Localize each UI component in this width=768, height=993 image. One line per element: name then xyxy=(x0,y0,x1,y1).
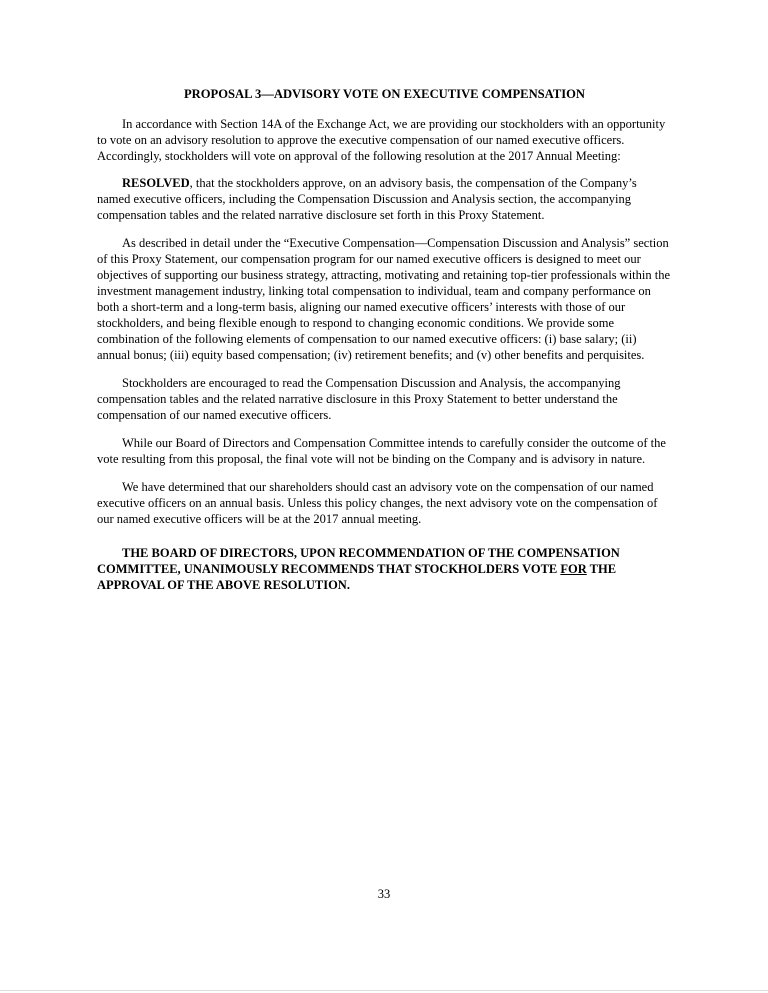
recommendation-text-after: THE APPROVAL OF THE ABOVE RESOLUTION. xyxy=(97,562,617,592)
paragraph-text: In accordance with Section 14A of the Exchange Act, we are providing our stockholders with an opportunity to vote on an advisory resolution to approve the executive compensation of our named executive officers. Accordingly, stockholders will vote on approval of the following resolution at the 2017 Annual Meeting: xyxy=(97,117,666,163)
paragraph-intro xyxy=(97,116,672,164)
recommendation-vote-for-text: FOR xyxy=(560,562,587,576)
page-number: 33 xyxy=(377,887,391,901)
paragraph-encouraged xyxy=(97,375,672,423)
paragraph-text: While our Board of Directors and Compensation Committee intends to carefully consider the outcome of the vote resulting from this proposal, the final vote will not be binding on the Company and is advisory in nature. xyxy=(97,436,666,466)
resolved-lead-text: RESOLVED xyxy=(122,176,190,190)
paragraph-text: , that the stockholders approve, on an advisory basis, the compensation of the Company’s named executive officers, including the Compensation Discussion and Analysis section, the accompanying compensation tables and the related narrative disclosure set forth in this Proxy Statement. xyxy=(97,176,637,222)
page-title: PROPOSAL 3—ADVISORY VOTE ON EXECUTIVE COMPENSATION xyxy=(183,87,586,101)
paragraph-annual-basis xyxy=(97,479,672,527)
paragraph-program-description xyxy=(97,235,672,363)
paragraph-text: We have determined that our shareholders should cast an advisory vote on the compensation of our named executive officers on an annual basis. Unless this policy changes, the next advisory vote on the compensation of our named executive officers will be at the 2017 annual meeting. xyxy=(97,480,658,526)
paragraph-text: As described in detail under the “Executive Compensation—Compensation Discussion and Analysis” section of this Proxy Statement, our compensation program for our named executive officers is designed to meet our objectives of supporting our business strategy, attracting, motivating and retaining top-tier professionals within the investment management industry, linking total compensation to individual, team and company performance on both a short-term and a long-term basis, aligning our named executive officers’ interests with those of our stockholders, and being flexible enough to respond to changing economic conditions. We provide some combination of the following elements of compensation to our named executive officers: (i) base salary; (ii) annual bonus; (iii) equity based compensation; (iv) retirement benefits; and (v) other benefits and perquisites. xyxy=(97,236,671,362)
paragraph-text: Stockholders are encouraged to read the Compensation Discussion and Analysis, the accompanying compensation tables and the related narrative disclosure in this Proxy Statement to better understand the compensation of our named executive officers. xyxy=(97,376,621,422)
paragraph-resolved xyxy=(97,175,672,223)
paragraph-board-recommendation xyxy=(97,545,672,593)
recommendation-text-before: THE BOARD OF DIRECTORS, UPON RECOMMENDATION OF THE COMPENSATION COMMITTEE, UNANIMOUSLY RECOMMENDS THAT STOCKHOLDERS VOTE xyxy=(97,546,620,576)
page-bottom-edge xyxy=(0,990,768,991)
paragraph-advisory-nature xyxy=(97,435,672,467)
